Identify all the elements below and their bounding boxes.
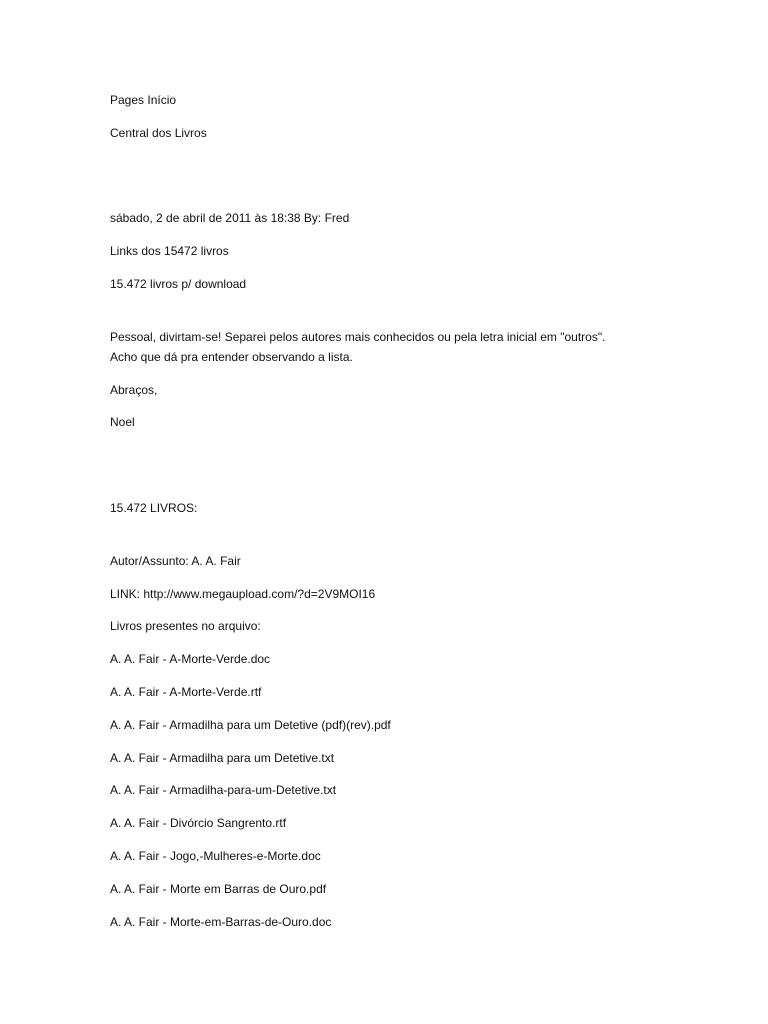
signature: Noel xyxy=(110,415,135,430)
pages-label: Pages Início xyxy=(110,93,177,107)
file-item: A. A. Fair - Morte-em-Barras-de-Ouro.doc xyxy=(110,914,332,929)
author-line: Autor/Assunto: A. A. Fair xyxy=(110,553,241,568)
file-item: A. A. Fair - Jogo,-Mulheres-e-Morte.doc xyxy=(110,848,321,863)
post-meta: sábado, 2 de abril de 2011 às 18:38 By: Fred xyxy=(110,211,350,226)
intro-paragraph xyxy=(110,327,728,367)
intro-line: Pessoal, divirtam-se! Separei pelos autores mais conhecidos ou pela letra inicial em "outros". xyxy=(110,329,606,344)
file-item: A. A. Fair - Armadilha para um Detetive.txt xyxy=(110,750,335,765)
file-item: A. A. Fair - A-Morte-Verde.rtf xyxy=(110,684,262,699)
greeting: Abraços, xyxy=(110,382,158,397)
files-heading: Livros presentes no arquivo: xyxy=(110,619,261,634)
file-item: A. A. Fair - Armadilha-para-um-Detetive.txt xyxy=(110,783,337,798)
list-heading: 15.472 LIVROS: xyxy=(110,500,198,515)
post-title: Links dos 15472 livros xyxy=(110,244,229,259)
post-subtitle: 15.472 livros p/ download xyxy=(110,276,247,291)
file-item: A. A. Fair - Armadilha para um Detetive (pdf)(rev).pdf xyxy=(110,717,391,732)
link-line: LINK: http://www.megaupload.com/?d=2V9MOI16 xyxy=(110,586,376,601)
file-item: A. A. Fair - Morte em Barras de Ouro.pdf xyxy=(110,881,327,896)
file-item: A. A. Fair - A-Morte-Verde.doc xyxy=(110,652,271,667)
intro-line: Acho que dá pra entender observando a lista. xyxy=(110,349,353,364)
file-item: A. A. Fair - Divórcio Sangrento.rtf xyxy=(110,816,287,831)
blog-title: Central dos Livros xyxy=(110,125,207,140)
